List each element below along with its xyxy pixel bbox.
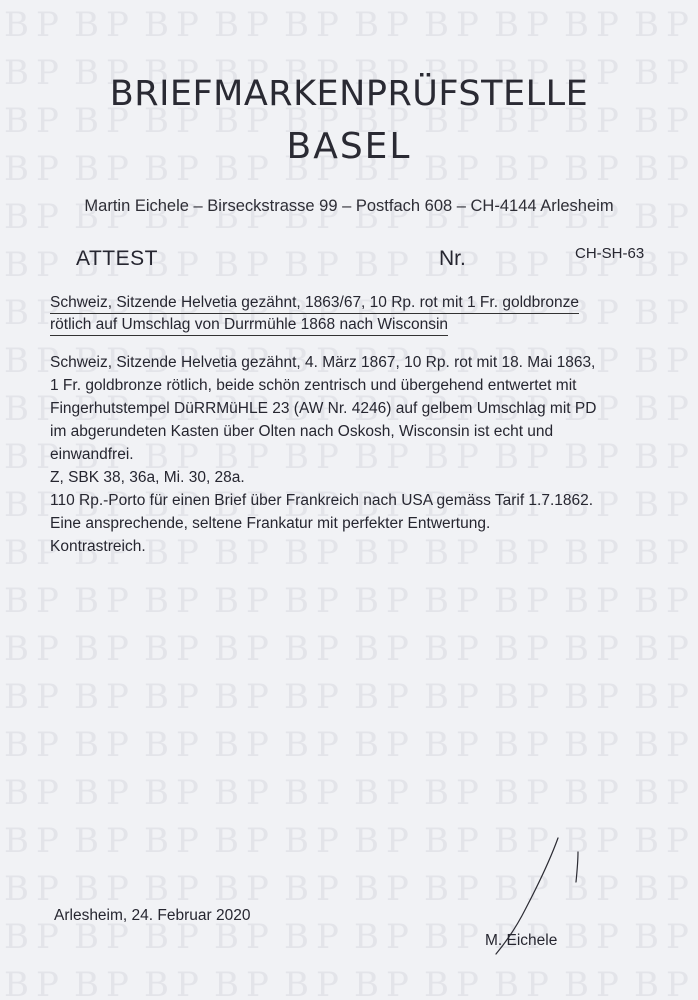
subject-line: rötlich auf Umschlag von Durrmühle 1868 nach Wisconsin: [50, 314, 448, 336]
body-line: Fingerhutstempel DüRRMüHLE 23 (AW Nr. 4246) auf gelbem Umschlag mit PD: [50, 400, 597, 417]
signer-name: M. Eichele: [485, 932, 558, 949]
body-line: im abgerundeten Kasten über Olten nach Oskosh, Wisconsin ist echt und: [50, 423, 554, 440]
body-line: Eine ansprechende, seltene Frankatur mit perfekter Entwertung.: [50, 515, 491, 532]
attest-body: [50, 351, 660, 558]
certificate-number: CH-SH-63: [575, 245, 645, 262]
body-line: Z, SBK 38, 36a, Mi. 30, 28a.: [50, 469, 245, 486]
body-line: einwandfrei.: [50, 446, 134, 463]
title-line-2: BASEL: [286, 126, 412, 167]
address-line: Martin Eichele – Birseckstrasse 99 – Postfach 608 – CH-4144 Arlesheim: [84, 197, 614, 215]
subject-heading: [50, 292, 650, 336]
body-line: 1 Fr. goldbronze rötlich, beide schön zentrisch und übergehend entwertet mit: [50, 377, 577, 394]
attest-label: ATTEST: [76, 247, 158, 270]
body-line: 110 Rp.-Porto für einen Brief über Frankreich nach USA gemäss Tarif 1.7.1862.: [50, 492, 594, 509]
place-and-date: Arlesheim, 24. Februar 2020: [54, 907, 251, 924]
number-label: Nr.: [439, 247, 466, 270]
title-line-1: BRIEFMARKENPRÜFSTELLE: [109, 74, 589, 114]
body-line: Kontrastreich.: [50, 538, 146, 555]
subject-line: Schweiz, Sitzende Helvetia gezähnt, 1863/67, 10 Rp. rot mit 1 Fr. goldbronze: [50, 292, 579, 314]
body-line: Schweiz, Sitzende Helvetia gezähnt, 4. März 1867, 10 Rp. rot mit 18. Mai 1863,: [50, 354, 596, 371]
